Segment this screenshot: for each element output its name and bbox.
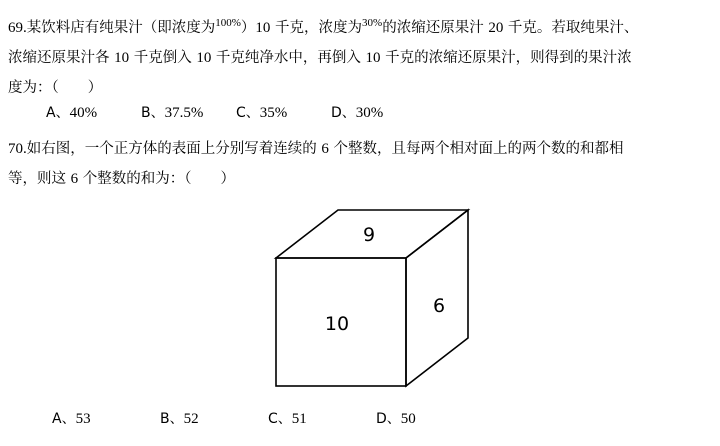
choice-70-d-label: D、 [376, 411, 401, 427]
question-69-line-3-body [8, 79, 102, 96]
text-segment: 如右图，一个正方体的表面上分别写着连续的 [26, 141, 322, 157]
text-segment: 30% [362, 17, 383, 29]
question-69-line-2-body [8, 49, 632, 66]
text-segment: 6 [70, 171, 79, 187]
question-69-number: 69. [8, 20, 27, 37]
text-segment: 浓缩还原果汁各 [8, 50, 115, 67]
text-segment: 100% [215, 17, 241, 29]
choice-69-a-label: A、 [46, 105, 70, 121]
question-69-line-1-body [27, 19, 639, 36]
choice-69-c-value: 35% [259, 105, 288, 121]
choice-70-a-value: 53 [75, 411, 91, 427]
text-segment: 度为：（ ） [8, 80, 103, 97]
choice-70-a-label: A、 [52, 411, 76, 427]
text-segment: 10 [196, 50, 212, 67]
choice-69-b-value: 37.5% [164, 105, 204, 121]
choice-69-d[interactable] [331, 102, 426, 122]
question-70-line-2-body [8, 170, 235, 187]
choice-70-b[interactable] [160, 408, 268, 428]
choice-69-d-label: D、 [331, 105, 356, 121]
cube-figure [262, 196, 487, 391]
text-segment: 的浓缩还原果汁 [382, 20, 489, 37]
cube-face-right-value: 6 [432, 295, 446, 317]
choice-69-c[interactable] [236, 102, 331, 122]
choice-70-d-value: 50 [400, 411, 416, 427]
choice-70-c-value: 51 [291, 411, 307, 427]
choice-69-b-label: B、 [141, 105, 165, 121]
question-70-line-1-body [27, 140, 624, 157]
choice-69-c-label: C、 [236, 105, 260, 121]
question-69-choices [46, 102, 426, 122]
choice-70-d[interactable] [376, 408, 484, 428]
text-segment: 个整数的和为：（ ） [78, 171, 235, 187]
text-segment: 10 [255, 20, 271, 37]
question-69 [8, 8, 712, 103]
text-segment: 千克纯净水中，再倒入 [211, 50, 366, 67]
text-segment: ） [240, 20, 256, 37]
choice-70-b-value: 52 [183, 411, 199, 427]
question-70-choices [52, 408, 484, 428]
text-segment: 千克的浓缩还原果汁，则得到的果汁浓 [380, 50, 632, 67]
text-segment: 10 [114, 50, 130, 67]
cube-face-top-value: 9 [362, 224, 376, 246]
text-segment: 6 [321, 141, 329, 157]
text-segment: 千克，浓度为 [270, 20, 363, 37]
question-70-line-2 [8, 164, 712, 194]
choice-69-a-value: 40% [69, 105, 98, 121]
choice-70-c[interactable] [268, 408, 376, 428]
choice-70-c-label: C、 [268, 411, 292, 427]
question-69-line-1 [8, 8, 712, 43]
question-70 [8, 134, 712, 194]
text-segment: 20 [488, 20, 504, 37]
choice-69-b[interactable] [141, 102, 236, 122]
choice-70-b-label: B、 [160, 411, 184, 427]
text-segment: 等，则这 [8, 171, 71, 187]
choice-69-d-value: 30% [355, 105, 384, 121]
question-70-number: 70. [8, 141, 27, 157]
question-69-line-2 [8, 43, 712, 73]
text-segment: 个整数，且每两个相对面上的两个数的和都相 [328, 141, 624, 157]
cube-face-front-value: 10 [324, 313, 350, 335]
text-segment: 某饮料店有纯果汁（即浓度为 [26, 20, 216, 37]
text-segment: 千克。若取纯果汁、 [503, 20, 639, 37]
question-69-line-3 [8, 73, 712, 103]
text-segment: 千克倒入 [129, 50, 197, 67]
text-segment: 10 [365, 50, 381, 67]
choice-69-a[interactable] [46, 102, 141, 122]
question-70-line-1 [8, 134, 712, 164]
choice-70-a[interactable] [52, 408, 160, 428]
